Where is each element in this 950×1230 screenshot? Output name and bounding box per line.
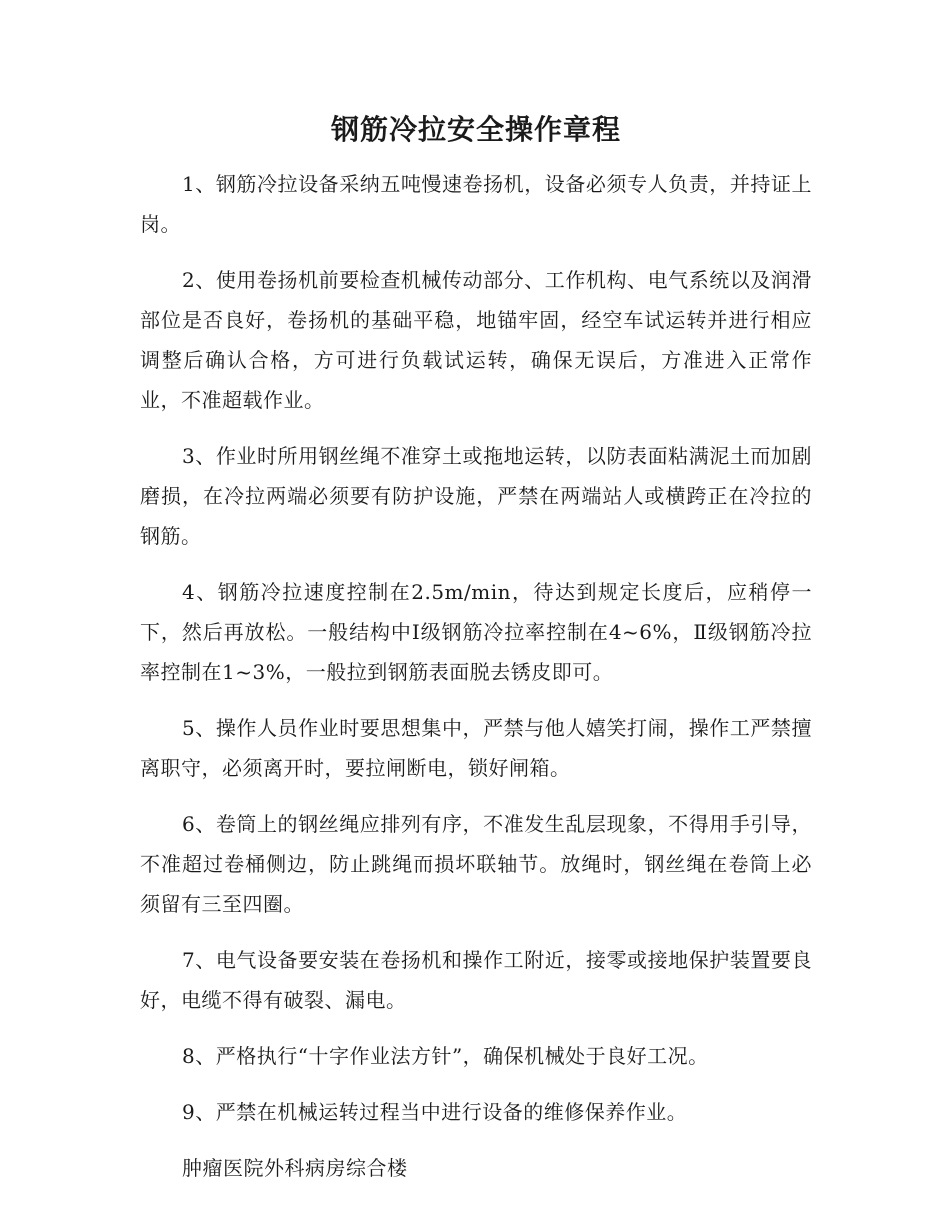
paragraph-6: 6、卷筒上的钢丝绳应排列有序，不准发生乱层现象，不得用手引导，不准超过卷桶侧边，防止跳绳而损坏联轴节。放绳时，钢丝绳在卷筒上必须留有三至四圈。: [140, 812, 812, 916]
paragraph-7: 7、电气设备要安装在卷扬机和操作工附近，接零或接地保护装置要良好，电缆不得有破裂、漏电。: [140, 948, 812, 1012]
document-title: 钢筋冷拉安全操作章程: [330, 113, 621, 146]
paragraph-4: 4、钢筋冷拉速度控制在2.5m/min，待达到规定长度后，应稍停一下，然后再放松。一般结构中Ⅰ级钢筋冷拉率控制在4~6%，Ⅱ级钢筋冷拉率控制在1~3%，一般拉到钢筋表面脱去锈皮即可。: [140, 580, 812, 684]
paragraph-8: 8、严格执行“十字作业法方针”，确保机械处于良好工况。: [182, 1044, 709, 1068]
paragraph-9: 9、严禁在机械运转过程当中进行设备的维修保养作业。: [182, 1100, 688, 1124]
document-body: [140, 110, 812, 1188]
project-name: 肿瘤医院外科病房综合楼: [182, 1156, 408, 1180]
paragraph-3: 3、作业时所用钢丝绳不准穿土或拖地运转，以防表面粘满泥土而加剧磨损，在冷拉两端必须要有防护设施，严禁在两端站人或横跨正在冷拉的钢筋。: [140, 444, 812, 548]
paragraph-2: 2、使用卷扬机前要检查机械传动部分、工作机构、电气系统以及润滑部位是否良好，卷扬机的基础平稳，地锚牢固，经空车试运转并进行相应调整后确认合格，方可进行负载试运转，确保无误后，方准进入正常作业，不准超载作业。: [140, 268, 812, 412]
paragraph-1: 1、钢筋冷拉设备采纳五吨慢速卷扬机，设备必须专人负责，并持证上岗。: [140, 172, 812, 236]
paragraph-5: 5、操作人员作业时要思想集中，严禁与他人嬉笑打闹，操作工严禁擅离职守，必须离开时，要拉闸断电，锁好闸箱。: [140, 716, 812, 780]
